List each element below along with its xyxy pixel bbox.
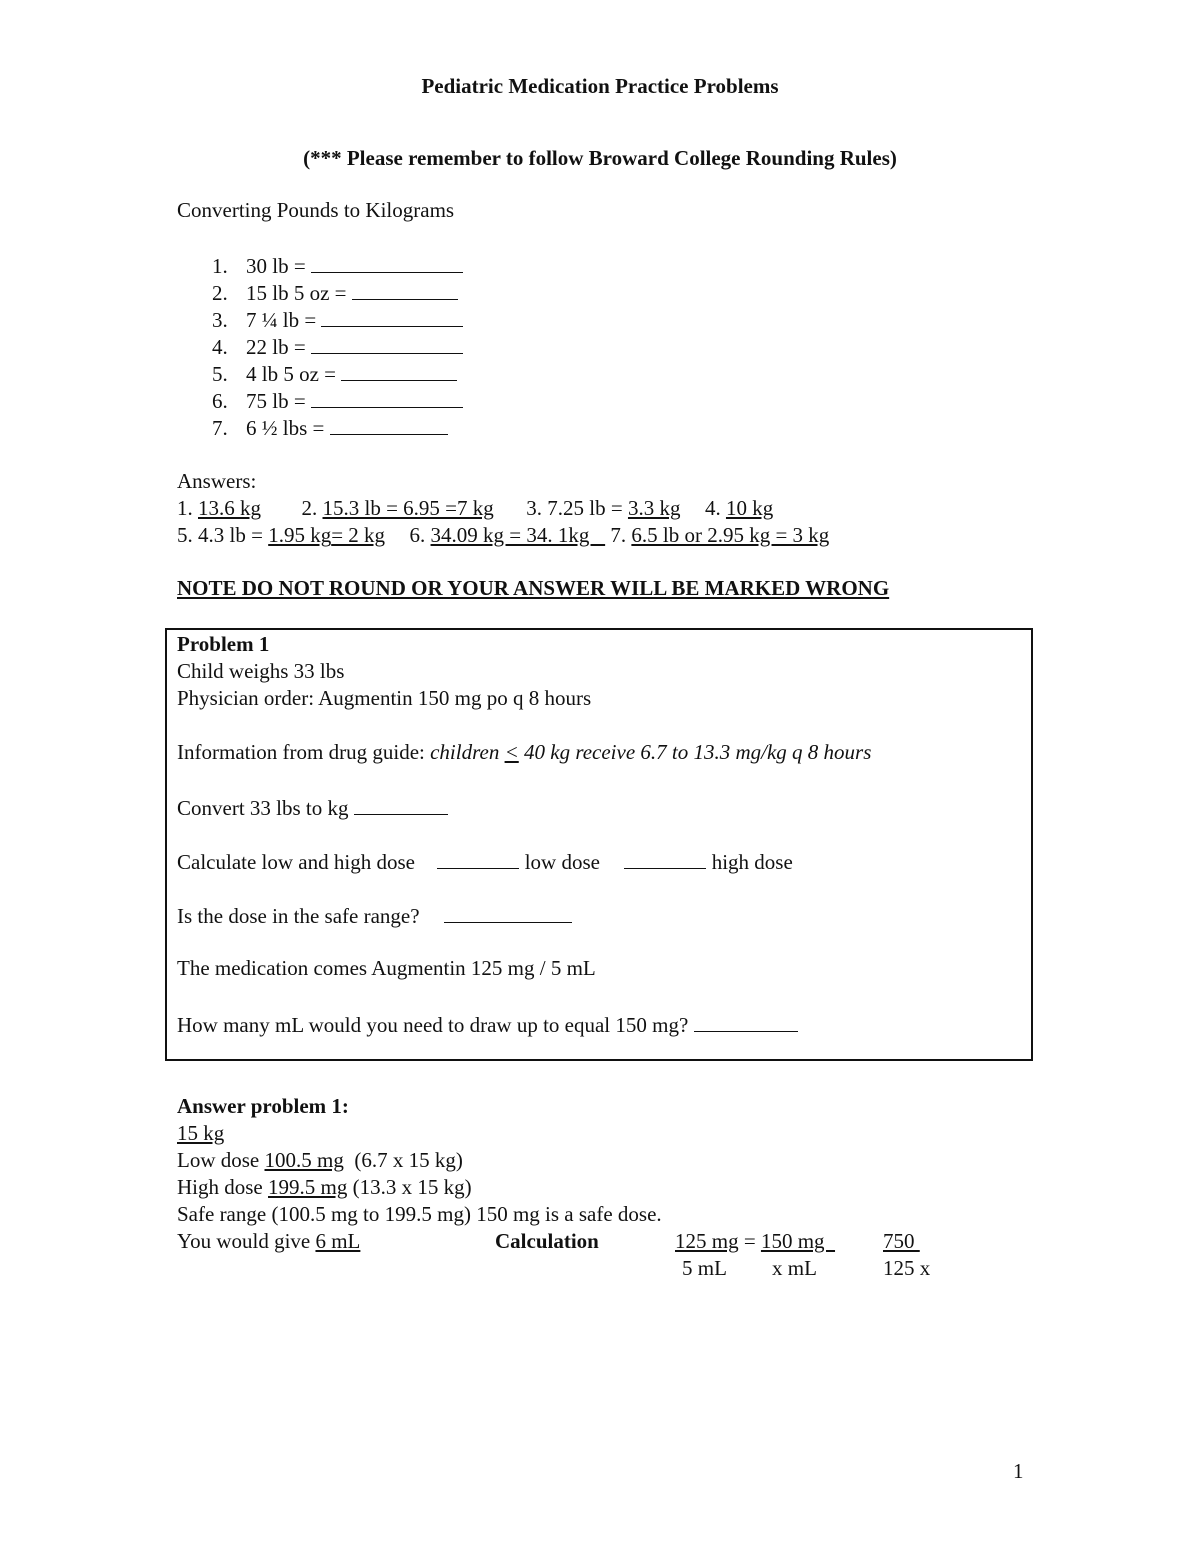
problem-1-heading: Problem 1 (177, 632, 270, 656)
answer-blank (330, 416, 448, 435)
list-item: 6. 75 lb = (212, 389, 463, 412)
answer-blank (352, 281, 458, 300)
page-number: 1 (1013, 1459, 1024, 1483)
calculation-denominator-2: x mL (772, 1256, 817, 1280)
answer-1-high-dose: High dose 199.5 mg (13.3 x 15 kg) (177, 1175, 472, 1199)
list-item: 7. 6 ½ lbs = (212, 416, 448, 439)
answer-blank (624, 850, 706, 869)
physician-order: Physician order: Augmentin 150 mg po q 8 hours (177, 686, 592, 710)
answers-line-2: 5. 4.3 lb = 1.95 kg= 2 kg 6. 34.09 kg = 34. 1kg 7. 6.5 lb or 2.95 kg = 3 kg (177, 523, 830, 547)
do-not-round-note: NOTE DO NOT ROUND OR YOUR ANSWER WILL BE MARKED WRONG (177, 576, 890, 600)
answer-blank (311, 389, 463, 408)
calculation-result-numerator: 750 (883, 1229, 920, 1253)
calculation-denominator-3: 125 x (883, 1256, 931, 1280)
answer-1-safe-range: Safe range (100.5 mg to 199.5 mg) 150 mg is a safe dose. (177, 1202, 662, 1226)
answer-1-kg: 15 kg (177, 1121, 225, 1145)
list-item: 3. 7 ¼ lb = (212, 308, 463, 331)
calculation-denominator-1: 5 mL (682, 1256, 727, 1280)
volume-question: How many mL would you need to draw up to equal 150 mg? (177, 1013, 798, 1036)
answer-blank (341, 362, 457, 381)
answer-1-low-dose: Low dose 100.5 mg (6.7 x 15 kg) (177, 1148, 463, 1172)
answer-1-give: You would give 6 mL (177, 1229, 361, 1253)
answer-blank (311, 335, 463, 354)
medication-supply: The medication comes Augmentin 125 mg / 5 mL (177, 956, 596, 980)
answer-blank (311, 254, 463, 273)
page-title: Pediatric Medication Practice Problems (421, 74, 779, 98)
calculation-label: Calculation (495, 1229, 599, 1253)
rounding-rules-note: (*** Please remember to follow Broward College Rounding Rules) (303, 146, 897, 170)
answer-blank (694, 1013, 798, 1032)
answers-label: Answers: (177, 469, 257, 493)
safe-range-question: Is the dose in the safe range? (177, 904, 572, 927)
answer-blank (444, 904, 572, 923)
list-item: 4. 22 lb = (212, 335, 463, 358)
answers-line-1: 1. 13.6 kg 2. 15.3 lb = 6.95 =7 kg 3. 7.25 lb = 3.3 kg 4. 10 kg (177, 496, 774, 520)
list-item: 2. 15 lb 5 oz = (212, 281, 458, 304)
section-heading: Converting Pounds to Kilograms (177, 198, 455, 222)
answer-1-heading: Answer problem 1: (177, 1094, 349, 1118)
list-item: 1. 30 lb = (212, 254, 463, 277)
child-weight: Child weighs 33 lbs (177, 659, 345, 683)
answer-blank (437, 850, 519, 869)
drug-guide-info: Information from drug guide: children < 40 kg receive 6.7 to 13.3 mg/kg q 8 hours (177, 740, 872, 764)
list-item: 5. 4 lb 5 oz = (212, 362, 457, 385)
answer-blank (321, 308, 463, 327)
calculation-numerators: 125 mg = 150 mg (675, 1229, 836, 1253)
calculate-dose-question: Calculate low and high dose low dose high dose (177, 850, 793, 874)
convert-question: Convert 33 lbs to kg (177, 796, 448, 819)
answer-blank (354, 796, 448, 815)
